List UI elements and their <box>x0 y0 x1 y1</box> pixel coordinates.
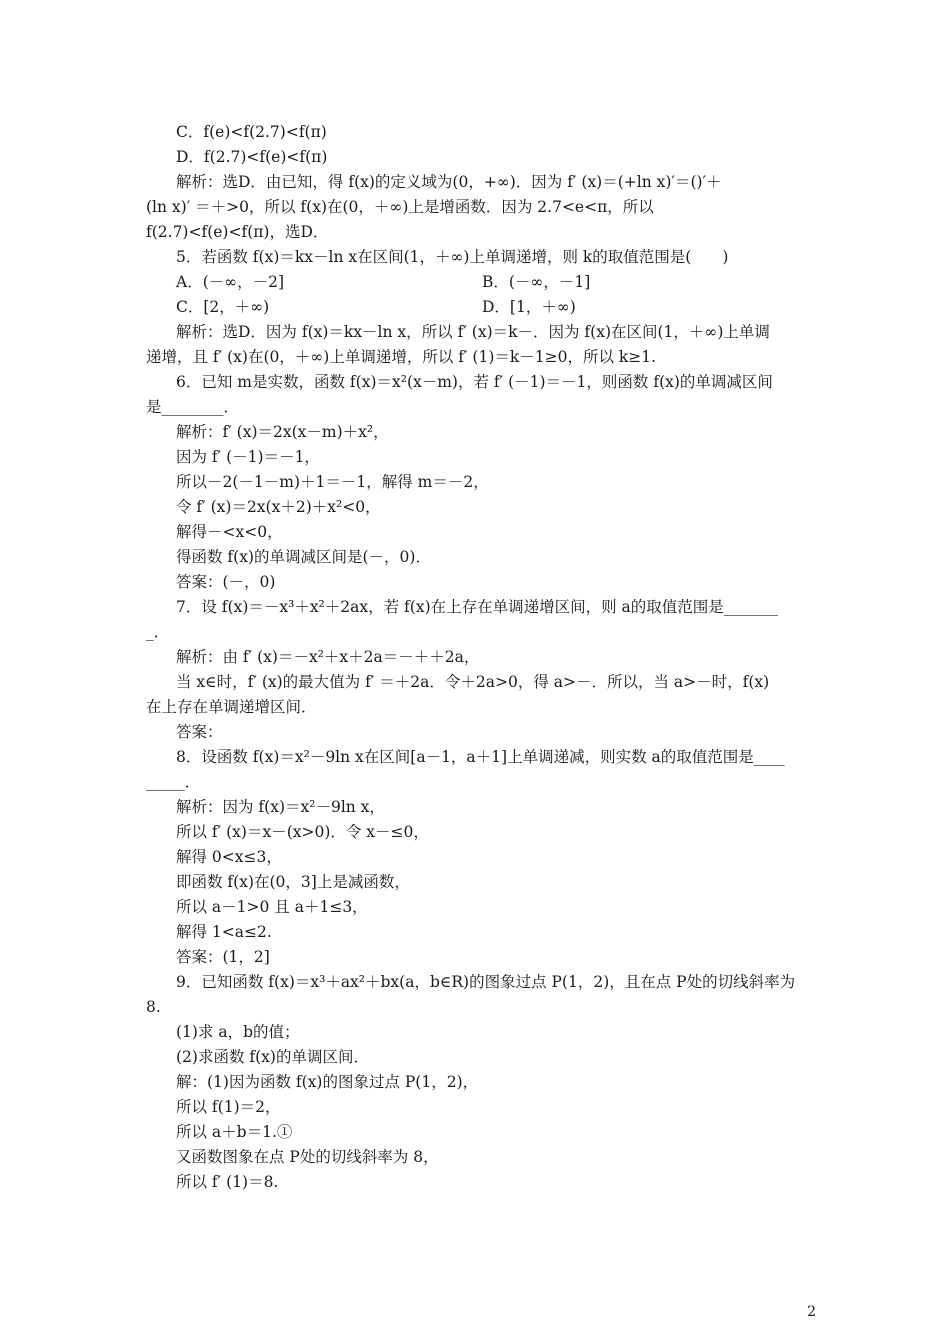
solution-q9-line1: 解：(1)因为函数 f(x)的图象过点 P(1，2)， <box>176 1073 479 1091</box>
question-7-line1: 7．设 f(x)＝－x³＋x²＋2ax，若 f(x)在上存在单调递增区间，则 a的取值范围是_______ <box>176 598 779 616</box>
analysis-q7-line2: 当 x∈时，f′ (x)的最大值为 f′ ＝＋2a．令＋2a>0，得 a>－．所以，当 a>－时，f(x) <box>176 673 770 691</box>
analysis-q6-line5: 解得－<x<0， <box>176 523 283 541</box>
question-8-line2: _____． <box>146 773 201 791</box>
analysis-q6-line3: 所以－2(－1－m)＋1＝－1，解得 m＝－2， <box>176 473 489 491</box>
option-c-q4: C．f(e)<f(2.7)<f(π) <box>176 123 327 141</box>
analysis-q7-line1: 解析：由 f′ (x)＝－x²＋x＋2a＝－＋＋2a， <box>176 648 480 666</box>
analysis-q6-line6: 得函数 f(x)的单调减区间是(－，0)． <box>176 548 431 566</box>
option-d-q4: D．f(2.7)<f(e)<f(π) <box>176 148 328 166</box>
question-9-part1: (1)求 a，b的值； <box>176 1023 300 1041</box>
analysis-q7-line3: 在上存在单调递增区间． <box>146 698 317 716</box>
analysis-q8-line5: 所以 a－1>0 且 a＋1≤3， <box>176 898 368 916</box>
solution-q9-line4: 又函数图象在点 P处的切线斜率为 8， <box>176 1148 439 1166</box>
option-b-q5: B．(－∞，－1] <box>482 273 591 291</box>
analysis-q6-line4: 令 f′ (x)＝2x(x＋2)＋x²<0， <box>176 498 381 516</box>
solution-q9-line5: 所以 f′ (1)＝8. <box>176 1173 279 1191</box>
answer-q7: 答案： <box>176 723 223 741</box>
analysis-q8-line6: 解得 1<a≤2. <box>176 923 272 941</box>
analysis-q5-line1: 解析：选D．因为 f(x)＝kx－ln x，所以 f′ (x)＝k－．因为 f(x)在区间(1，＋∞)上单调 <box>176 323 770 341</box>
question-6-line2: 是________． <box>146 398 240 416</box>
option-a-q5: A．(－∞，－2] <box>176 273 285 291</box>
options-q5-row2 <box>0 295 950 319</box>
question-9-part2: (2)求函数 f(x)的单调区间． <box>176 1048 369 1066</box>
option-c-q5: C．[2，＋∞) <box>176 298 270 316</box>
analysis-q8-line2: 所以 f′ (x)＝x－(x>0)．令 x－≤0， <box>176 823 429 841</box>
question-5: 5．若函数 f(x)＝kx－ln x在区间(1，＋∞)上单调递增，则 k的取值范围是( ) <box>176 248 729 266</box>
analysis-q8-line1: 解析：因为 f(x)＝x²－9ln x， <box>176 798 385 816</box>
analysis-q8-line3: 解得 0<x≤3， <box>176 848 282 866</box>
analysis-q6-line2: 因为 f′ (－1)＝－1， <box>176 448 320 466</box>
analysis-q8-line4: 即函数 f(x)在(0，3]上是减函数， <box>176 873 410 891</box>
question-9-line1: 9．已知函数 f(x)＝x³＋ax²＋bx(a，b∈R)的图象过点 P(1，2)，且在点 P处的切线斜率为 <box>176 973 796 991</box>
analysis-q6-line1: 解析：f′ (x)＝2x(x－m)＋x²， <box>176 423 389 441</box>
analysis-q4-line1: 解析：选D．由已知，得 f(x)的定义域为(0，+∞)．因为 f′ (x)＝(+ln x)′＝()′＋ <box>176 173 722 191</box>
solution-q9-line3: 所以 a＋b＝1.① <box>176 1123 293 1141</box>
analysis-q4-line3: f(2.7)<f(e)<f(π)，选D． <box>146 223 329 241</box>
question-8-line1: 8．设函数 f(x)＝x²－9ln x在区间[a－1，a＋1]上单调递减，则实数 a的取值范围是____ <box>176 748 785 766</box>
question-9-line2: 8. <box>146 998 161 1016</box>
analysis-q4-line2: (ln x)′ ＝＋>0，所以 f(x)在(0，＋∞)上是增函数．因为 2.7<e<π，所以 <box>146 198 654 216</box>
question-6-line1: 6．已知 m是实数，函数 f(x)＝x²(x－m)，若 f′ (－1)＝－1，则函数 f(x)的单调减区间 <box>176 373 773 391</box>
options-q5-row1 <box>0 270 950 294</box>
analysis-q5-line2: 递增，且 f′ (x)在(0，＋∞)上单调递增，所以 f′ (1)＝k－1≥0，所以 k≥1. <box>146 348 657 366</box>
answer-q8: 答案：(1，2] <box>176 948 270 966</box>
question-7-line2: _． <box>146 623 170 641</box>
solution-q9-line2: 所以 f(1)＝2， <box>176 1098 281 1116</box>
option-d-q5: D．[1，＋∞) <box>482 298 576 316</box>
answer-q6: 答案：(－，0) <box>176 573 276 591</box>
page-number: 2 <box>807 1304 816 1320</box>
